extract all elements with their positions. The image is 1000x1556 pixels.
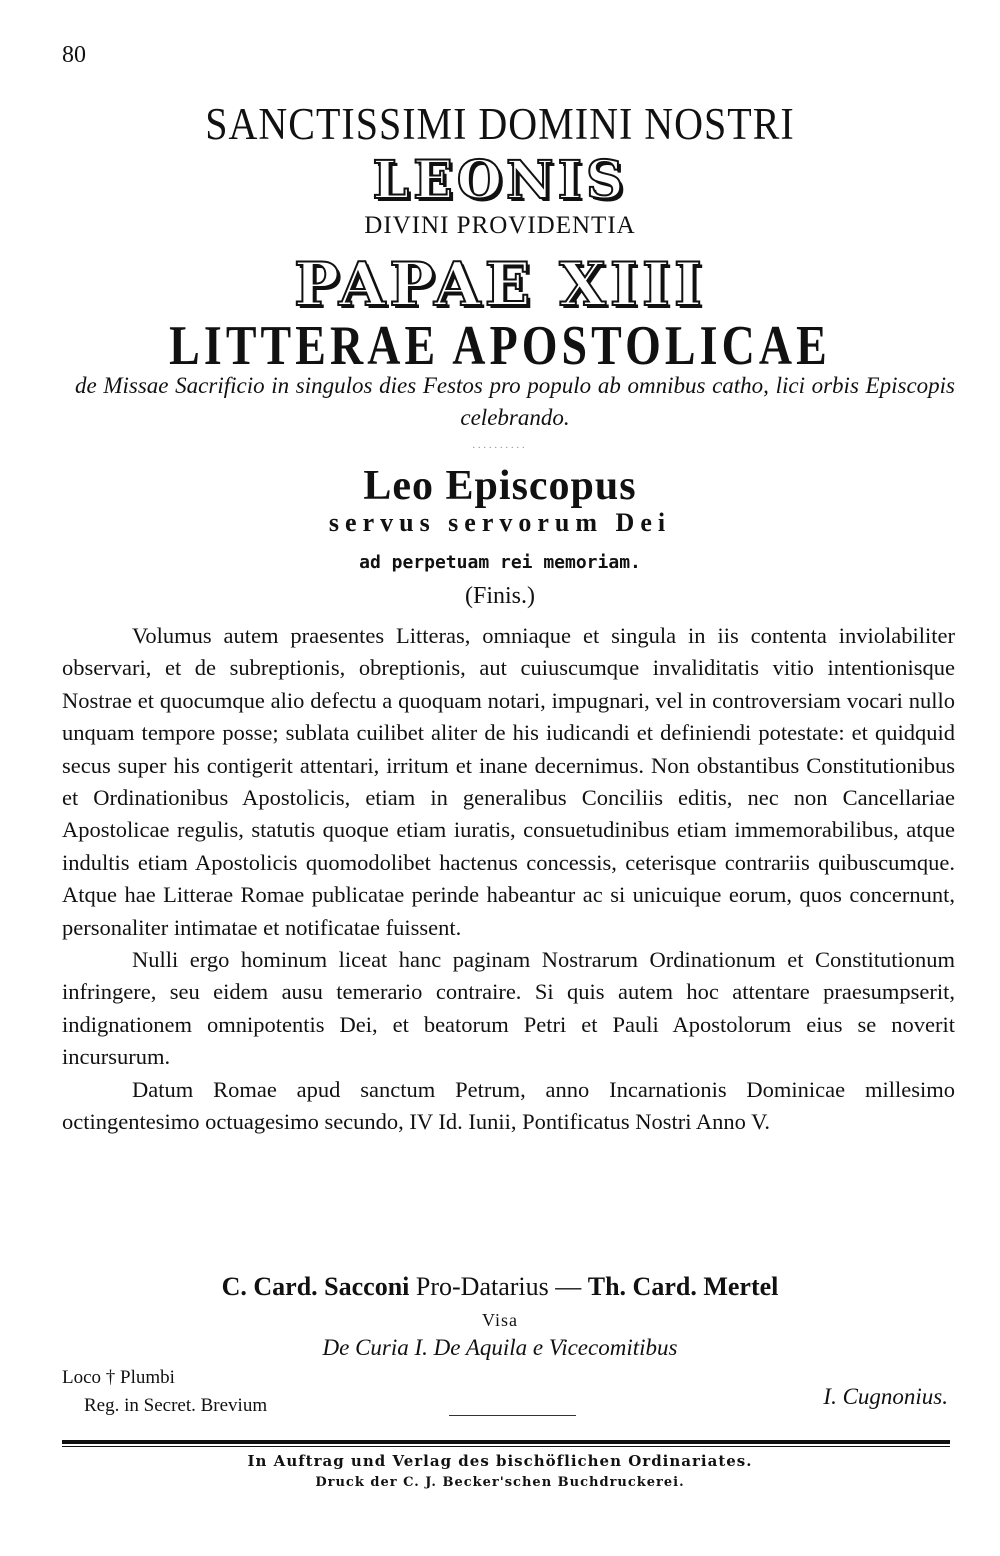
footer-rule-thick: [62, 1440, 950, 1444]
reg-secret-brevium: Reg. in Secret. Brevium: [84, 1395, 268, 1416]
signature-sacconi: C. Card. Sacconi: [221, 1272, 410, 1301]
finis-label: (Finis.): [464, 583, 535, 609]
signature-mertel: Th. Card. Mertel: [587, 1272, 779, 1301]
heading-papae: PAPAE XIII: [294, 250, 706, 320]
heading-sanctissimi: SANCTISSIMI DOMINI NOSTRI: [205, 97, 795, 150]
signature-dash: —: [555, 1272, 582, 1301]
paragraph-datum: Datum Romae apud sanctum Petrum, anno Incarnationis Dominicae millesimo octingentesimo octuagesimo secundo, IV Id. Iunii, Pontificatus Nostri Anno V.: [62, 1076, 955, 1135]
signature-line: [0, 1272, 1000, 1302]
curia-line: De Curia I. De Aquila e Vicecomitibus: [322, 1335, 678, 1360]
signature-cugnonius: I. Cugnonius.: [823, 1384, 948, 1409]
separator-dots: ..........: [472, 440, 528, 451]
salutation-ad-perpetuam: ad perpetuam rei memoriam.: [359, 552, 641, 573]
paragraph-volumus: Volumus autem praesentes Litteras, omniaque et singula in iis contenta inviolabiliter observari, et de subreptionis, obreptionis, aut cuiuscumque invaliditatis vitio intentionisque Nostrae et quocumque alio defectu a quoquam notari, impugnari, vel in controversiam vocari nullo unquam tempore posse; sublata cuilibet aliter de his iudicandi et definiendi potestate: et quidquid secus super his contigerit attentari, irritum et inane decernimus. Non obstantibus Constitutionibus et Ordinationibus Apostolicis, etiam in generalibus Conciliis editis, nec non Cancellariae Apostolicae regulis, statutis quoque etiam iuratis, consuetudinibus etiam immemorabilibus, atque indultis etiam Apostolicis quomodolibet hactenus concessis, ceterisque contrariis quibuscumque. Atque hae Litterae Romae publicatae perinde habeantur ac si unicuique eorum, quos concernunt, personaliter intimatae et notificatae fuissent.: [62, 623, 955, 940]
seal-note: [62, 1364, 267, 1420]
signature-pro-datarius: Pro-Datarius: [415, 1272, 549, 1301]
footer-publisher: In Auftrag und Verlag des bischöflichen Ordinariates.: [247, 1452, 753, 1470]
heading-divini-providentia: DIVINI PROVIDENTIA: [364, 212, 636, 239]
document-subtitle: de Missae Sacrificio in singulos dies Festos pro populo ab omnibus catho, lici orbis Episcopis celebrando.: [75, 373, 955, 430]
salutation-title: Leo Episcopus: [363, 463, 637, 509]
short-divider: [449, 1415, 576, 1416]
page-number: 80: [62, 42, 86, 68]
visa-label: Visa: [482, 1310, 518, 1330]
footer-rule-thin: [62, 1446, 950, 1447]
loco-plumbi: Loco † Plumbi: [62, 1367, 175, 1388]
heading-leonis: LEONIS: [372, 150, 628, 211]
heading-litterae-apostolicae: LITTERAE APOSTOLICAE: [169, 315, 831, 377]
salutation-servus: servus servorum Dei: [328, 508, 672, 537]
footer-printer: Druck der C. J. Becker'schen Buchdruckerei.: [315, 1475, 685, 1490]
paragraph-nulli: Nulli ergo hominum liceat hanc paginam Nostrarum Ordinationum et Constitutionum infringere, seu eidem ausu temerario contraire. Si quis autem hoc attentare praesumpserit, indignationem omnipotentis Dei, et beatorum Petri et Pauli Apostolorum eius se noverit incursurum.: [62, 947, 955, 1070]
body-text: [62, 620, 955, 1139]
